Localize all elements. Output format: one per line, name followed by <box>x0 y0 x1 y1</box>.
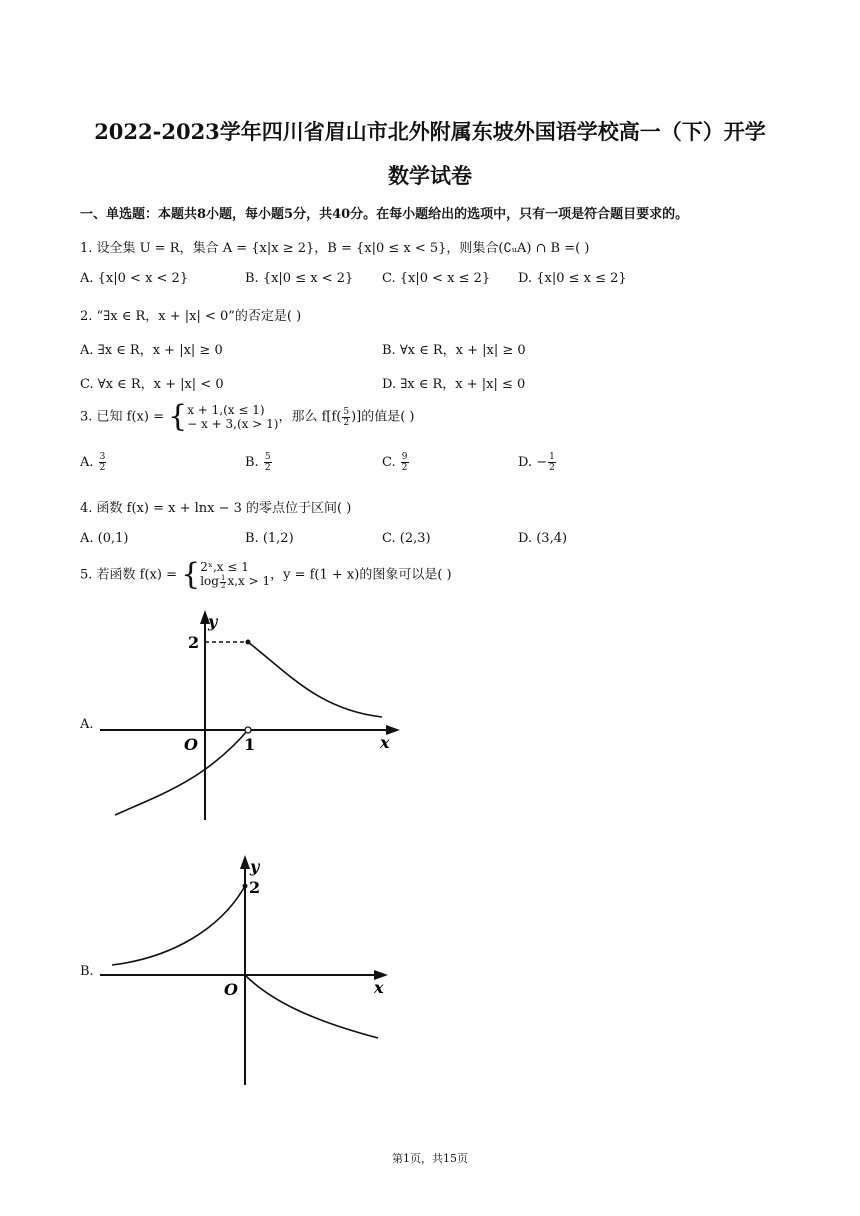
graph-a-y-label: y <box>208 612 218 631</box>
graph-a-tick-x: 1 <box>244 735 256 754</box>
q5-case-2-wrap <box>200 574 270 590</box>
q2-option-a: A. ∃x ∈ R，x + |x| ≥ 0 <box>80 343 223 358</box>
q3-option-b <box>245 452 273 473</box>
q3-d-num: 1 <box>549 452 555 462</box>
q3-a-label: A. <box>80 455 94 470</box>
graph-a <box>100 605 410 825</box>
q2-option-d: D. ∃x ∈ R，x + |x| ≤ 0 <box>382 377 526 392</box>
q3-option-c <box>382 452 410 473</box>
q3-a-num: 3 <box>99 452 106 462</box>
q3-piecewise <box>187 403 278 431</box>
graph-b-curve-right <box>245 975 378 1038</box>
graph-b-point-solid <box>243 884 248 889</box>
graph-a-curve-left <box>115 730 248 815</box>
q3-option-a <box>80 452 107 473</box>
q4-option-d: D. (3,4) <box>518 531 568 546</box>
q5-log-base <box>220 575 226 590</box>
q3-b-label: B. <box>245 455 259 470</box>
question-4-stem: 4. 函数 f(x) = x + lnx − 3 的零点位于区间( ) <box>80 501 352 516</box>
q3-fraction <box>342 407 350 428</box>
q3-frac-num: 5 <box>343 406 350 417</box>
graph-b-origin: O <box>224 980 238 999</box>
q4-option-c: C. (2,3) <box>382 531 431 546</box>
graph-a-origin: O <box>184 735 198 754</box>
q4-option-a: A. (0,1) <box>80 531 129 546</box>
q5-option-b-label: B. <box>80 964 94 979</box>
q5-log-base-den: 2 <box>220 582 226 591</box>
q3-b-num: 5 <box>264 452 271 462</box>
q3-frac-den: 2 <box>343 417 350 428</box>
q3-d-label: D. <box>518 455 533 470</box>
q3-d-den: 2 <box>549 463 555 473</box>
document-title: 2022-2023学年四川省眉山市北外附属东坡外国语学校高一（下）开学 <box>94 119 766 144</box>
q5-case-1: 2ˣ,x ≤ 1 <box>200 560 249 574</box>
q5-log-base-num: 1 <box>220 574 226 583</box>
question-1-stem: 1. 设全集 U = R，集合 A = {x|x ≥ 2}，B = {x|0 ≤ x < 5}，则集合(∁ᵤA) ∩ B =( ) <box>80 241 590 256</box>
question-5-stem <box>80 557 452 593</box>
graph-b-y-label: y <box>250 857 260 876</box>
section-heading: 一、单选题：本题共8小题，每小题5分，共40分。在每小题给出的选项中，只有一项是符合题目要求的。 <box>80 207 689 222</box>
q3-case-1: x + 1,(x ≤ 1) <box>187 403 265 417</box>
graph-a-tick-y: 2 <box>188 633 200 652</box>
q5-option-a-label: A. <box>80 717 94 732</box>
q3-a-frac <box>99 452 107 473</box>
q3-stem-end: )]的值是( ) <box>351 409 415 425</box>
q5-brace: { <box>181 557 201 593</box>
q3-d-neg: − <box>536 455 548 470</box>
graph-b <box>100 850 400 1090</box>
q3-b-den: 2 <box>264 463 271 473</box>
q2-option-c: C. ∀x ∈ R，x + |x| < 0 <box>80 377 224 392</box>
q3-a-den: 2 <box>99 463 106 473</box>
q1-option-d: D. {x|0 ≤ x ≤ 2} <box>518 271 627 286</box>
q3-d-frac <box>548 452 556 473</box>
q1-option-b: B. {x|0 ≤ x < 2} <box>245 271 354 286</box>
q4-option-b: B. (1,2) <box>245 531 294 546</box>
q3-case-2: − x + 3,(x > 1) <box>187 417 279 431</box>
graph-b-tick-y: 2 <box>249 878 261 897</box>
graph-a-point-open <box>245 727 251 733</box>
q5-piecewise <box>200 560 270 590</box>
page-footer: 第1页，共15页 <box>392 1152 468 1165</box>
q1-option-a: A. {x|0 < x < 2} <box>80 271 189 286</box>
q3-option-d <box>518 452 557 473</box>
q5-stem-pre: 5. 若函数 f(x) = <box>80 567 177 583</box>
q3-stem-post: ，那么 f[f( <box>278 409 342 425</box>
q5-case-2-log: log <box>200 574 219 588</box>
q3-stem-pre: 3. 已知 f(x) = <box>80 409 164 425</box>
q1-option-c: C. {x|0 < x ≤ 2} <box>382 271 491 286</box>
graph-a-curve-right <box>248 642 382 717</box>
graph-b-x-label: x <box>374 978 384 997</box>
graph-a-point-solid <box>246 640 251 645</box>
q5-case-2-rest: x,x > 1 <box>227 574 271 588</box>
q3-c-frac <box>401 452 409 473</box>
q3-b-frac <box>264 452 272 473</box>
q3-brace: { <box>168 399 188 434</box>
graph-a-x-label: x <box>380 733 390 752</box>
question-3-stem <box>80 399 415 434</box>
graph-b-curve-left <box>112 886 245 965</box>
question-2-stem: 2. “∃x ∈ R，x + |x| < 0”的否定是( ) <box>80 309 302 324</box>
q3-c-label: C. <box>382 455 396 470</box>
q3-c-den: 2 <box>401 463 408 473</box>
q5-stem-post: ，y = f(1 + x)的图象可以是( ) <box>270 567 452 583</box>
q3-c-num: 9 <box>401 452 408 462</box>
graph-b-y-arrow <box>240 855 250 869</box>
document-subtitle: 数学试卷 <box>388 163 472 188</box>
q2-option-b: B. ∀x ∈ R，x + |x| ≥ 0 <box>382 343 526 358</box>
